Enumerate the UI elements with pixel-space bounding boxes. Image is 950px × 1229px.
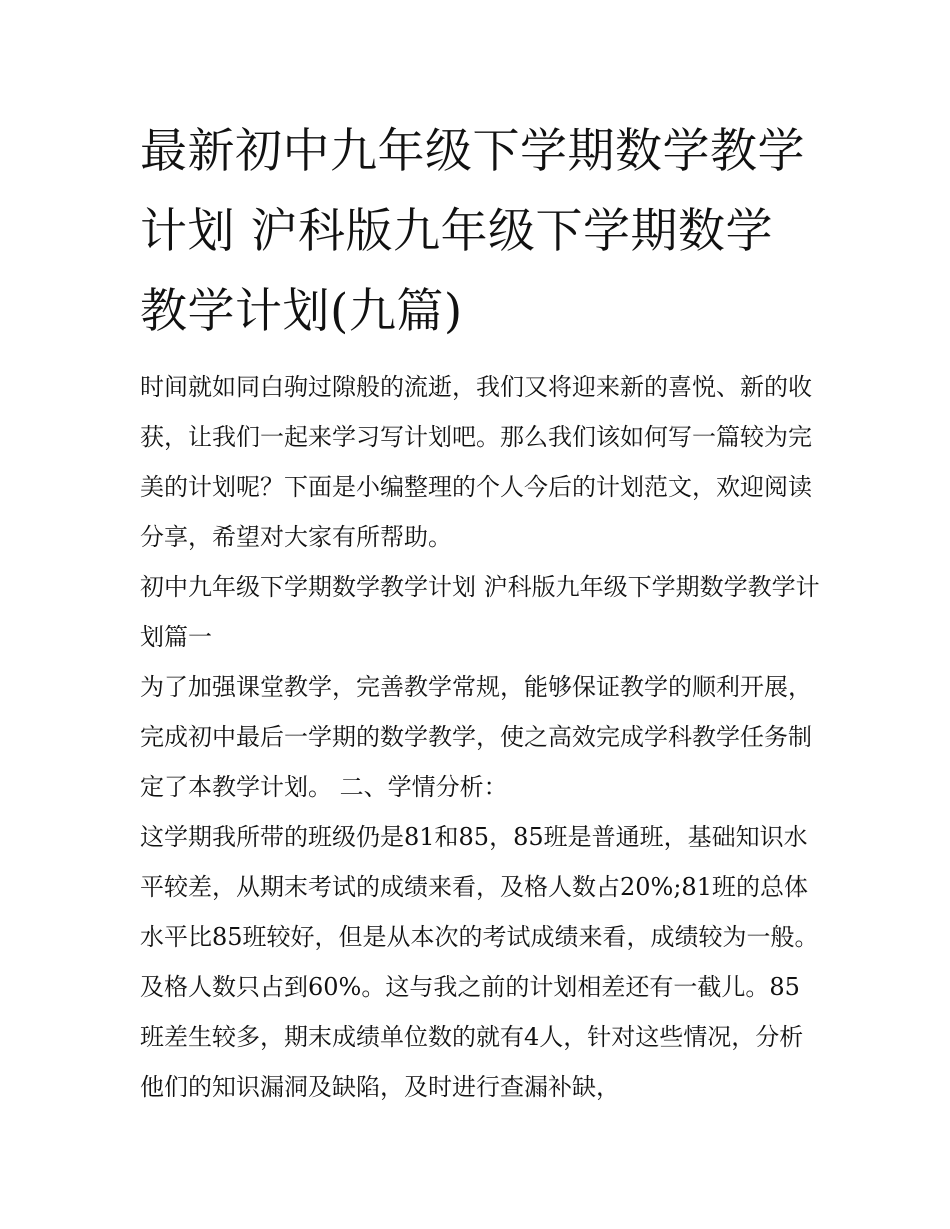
body-paragraph-2: 这学期我所带的班级仍是81和85，85班是普通班，基础知识水平较差，从期末考试的成绩来看，及格人数占20%;81班的总体水平比85班较好，但是从本次的考试成绩来看，成绩较为一般。及格人数只占到60%。这与我之前的计划相差还有一截儿。85班差生较多，期末成绩单位数的就有4人，针对这些情况，分析他们的知识漏洞及缺陷，及时进行查漏补缺， — [140, 823, 819, 1101]
document-title: 最新初中九年级下学期数学教学计划 沪科版九年级下学期数学教学计划(九篇) — [140, 124, 805, 339]
document-body — [140, 112, 820, 1112]
body-paragraph-1: 为了加强课堂教学，完善教学常规，能够保证教学的顺利开展，完成初中最后一学期的数学教学，使之高效完成学科教学任务制定了本教学计划。 二、学情分析： — [140, 673, 812, 801]
section-heading: 初中九年级下学期数学教学计划 沪科版九年级下学期数学教学计划篇一 — [140, 573, 820, 651]
intro-paragraph: 时间就如同白驹过隙般的流逝，我们又将迎来新的喜悦、新的收获，让我们一起来学习写计划吧。那么我们该如何写一篇较为完美的计划呢？下面是小编整理的个人今后的计划范文，欢迎阅读分享，希望对大家有所帮助。 — [140, 373, 812, 551]
